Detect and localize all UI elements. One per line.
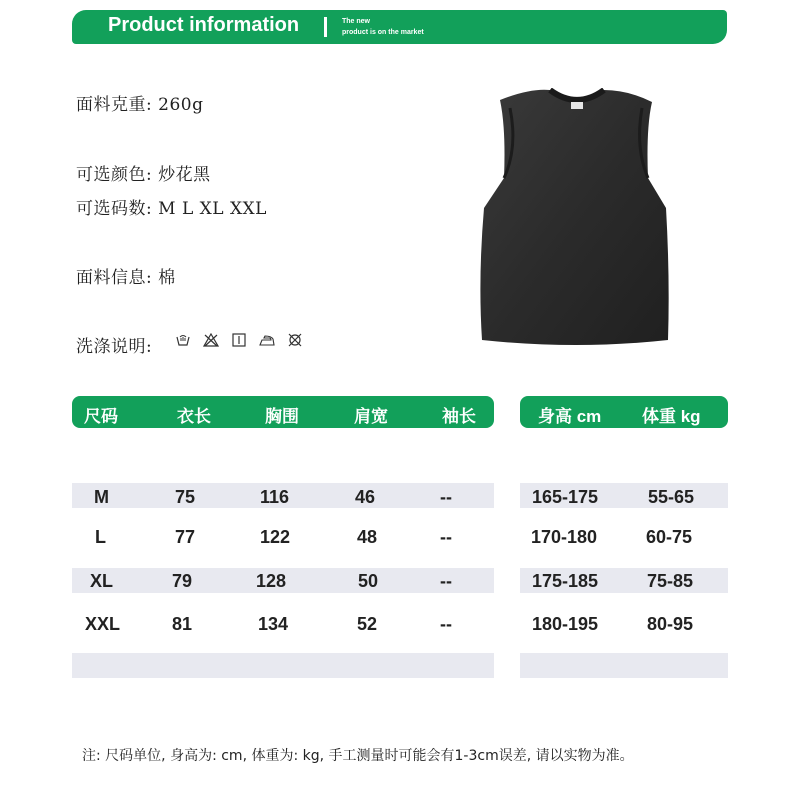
- size-cell: XL: [90, 571, 114, 591]
- height-cell: 175-185: [532, 571, 599, 591]
- vest-product-image: [470, 88, 685, 348]
- fit-header-weight: 体重 kg: [642, 407, 701, 426]
- weight-cell: 75-85: [647, 571, 694, 591]
- spec-label: 可选颜色:: [76, 165, 153, 185]
- sleeve-cell: --: [440, 527, 452, 547]
- banner-title: Product information: [108, 14, 300, 36]
- sleeve-cell: --: [440, 614, 452, 634]
- weight-cell: 60-75: [646, 527, 693, 547]
- spec-value: M L XL XXL: [158, 199, 267, 219]
- height-cell: 165-175: [532, 487, 599, 507]
- shoulder-cell: 52: [357, 614, 378, 634]
- do-not-dry-clean-icon: [287, 333, 303, 347]
- wash-icons: [175, 333, 303, 347]
- weight-cell: 55-65: [648, 487, 695, 507]
- spec-label: 面料克重:: [76, 95, 153, 115]
- banner-sub-line2: product is on the market: [342, 29, 424, 36]
- banner-sub-line1: The new: [342, 18, 371, 25]
- spec-value: 炒花黑: [158, 165, 211, 185]
- spec-label: 可选码数:: [76, 199, 153, 219]
- chest-cell: 122: [260, 527, 291, 547]
- size-header-shoulder: 肩宽: [354, 407, 388, 427]
- shoulder-cell: 48: [357, 527, 378, 547]
- fit-table-header: [520, 396, 728, 428]
- spec-value: 260g: [158, 95, 204, 115]
- spec-sizes: [76, 194, 267, 219]
- sleeve-cell: --: [440, 571, 452, 591]
- chest-cell: 134: [258, 614, 289, 634]
- length-cell: 79: [172, 571, 193, 591]
- size-cell: M: [94, 487, 109, 507]
- shoulder-cell: 46: [355, 487, 376, 507]
- length-cell: 77: [175, 527, 196, 547]
- height-cell: 170-180: [531, 527, 598, 547]
- banner-divider: [324, 17, 327, 37]
- chest-cell: 116: [260, 487, 290, 507]
- row-band: [520, 653, 728, 678]
- size-header-length: 衣长: [177, 407, 211, 427]
- size-header-sleeve: 袖长: [442, 407, 476, 427]
- banner-subtitle: [342, 16, 424, 38]
- iron-icon: [259, 333, 275, 347]
- spec-weight: [76, 90, 203, 115]
- spec-label: 面料信息:: [76, 268, 153, 288]
- size-cell: L: [95, 527, 106, 547]
- spec-wash-label: 洗涤说明:: [76, 337, 153, 357]
- hand-wash-icon: [175, 333, 191, 347]
- size-header-size: 尺码: [84, 407, 118, 427]
- row-band: [72, 653, 494, 678]
- length-cell: 81: [172, 614, 193, 634]
- size-cell: XXL: [85, 614, 121, 634]
- spec-fabric: [76, 263, 176, 288]
- product-info-banner: [72, 10, 727, 44]
- length-cell: 75: [175, 487, 196, 507]
- measurement-note: 注: 尺码单位, 身高为: cm, 体重为: kg, 手工测量时可能会有1-3cm误差, 请以实物为准。: [82, 748, 634, 764]
- size-table-header: [72, 396, 494, 428]
- spec-color: [76, 160, 211, 185]
- size-header-chest: 胸围: [265, 407, 299, 427]
- height-cell: 180-195: [532, 614, 599, 634]
- chest-cell: 128: [256, 571, 287, 591]
- fit-header-height: 身高 cm: [538, 407, 602, 426]
- spec-value: 棉: [158, 268, 176, 288]
- shoulder-cell: 50: [358, 571, 379, 591]
- do-not-bleach-icon: [203, 333, 219, 347]
- tumble-dry-icon: [231, 333, 247, 347]
- weight-cell: 80-95: [647, 614, 694, 634]
- sleeve-cell: --: [440, 487, 452, 507]
